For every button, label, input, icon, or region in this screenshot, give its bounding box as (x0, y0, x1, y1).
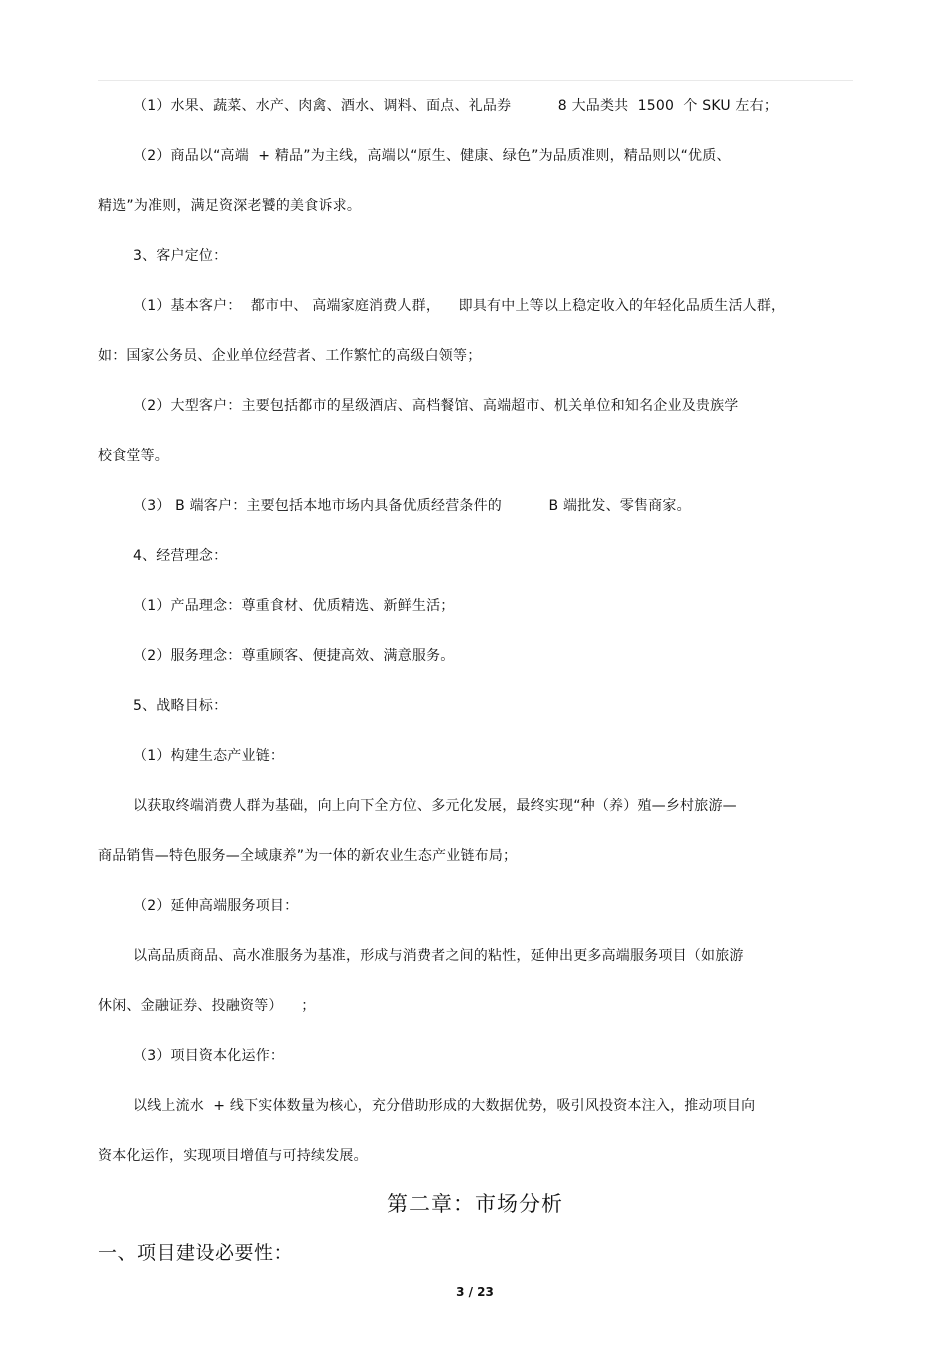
section-heading: 一、项目建设必要性： (98, 1242, 294, 1264)
body-line-22: 资本化运作，实现项目增值与可持续发展。 (98, 1148, 368, 1164)
body-line-11: （1）产品理念：尊重食材、优质精选、新鲜生活； (133, 598, 455, 614)
body-line-5: （1）基本客户： 都市中、 高端家庭消费人群， 即具有中上等以上稳定收入的年轻化品质生活人群， (133, 298, 786, 314)
body-line-21: 以线上流水 + 线下实体数量为核心，充分借助形成的大数据优势，吸引风投资本注入，推动项目向 (133, 1098, 756, 1114)
body-line-13: 5、战略目标： (133, 698, 228, 714)
body-line-16: 商品销售—特色服务—全域康养”为一体的新农业生态产业链布局； (98, 848, 518, 864)
body-line-14: （1）构建生态产业链： (133, 748, 285, 764)
body-line-20: （3）项目资本化运作： (133, 1048, 285, 1064)
body-line-6: 如：国家公务员、企业单位经营者、工作繁忙的高级白领等； (98, 348, 482, 364)
body-line-8: 校食堂等。 (98, 448, 169, 464)
body-line-15: 以获取终端消费人群为基础，向上向下全方位、多元化发展，最终实现“种（养）殖—乡村旅游— (133, 798, 737, 814)
body-line-12: （2）服务理念：尊重顾客、便捷高效、满意服务。 (133, 648, 455, 664)
body-line-18: 以高品质商品、高水准服务为基准，形成与消费者之间的粘性，延伸出更多高端服务项目（如旅游 (133, 948, 744, 964)
body-line-17: （2）延伸高端服务项目： (133, 898, 299, 914)
body-line-2: （2）商品以“高端 + 精品”为主线，高端以“原生、健康、绿色”为品质准则，精品则以“优质、 (133, 148, 731, 164)
body-line-7: （2）大型客户：主要包括都市的星级酒店、高档餐馆、高端超市、机关单位和知名企业及贵族学 (133, 398, 739, 414)
body-line-4: 3、客户定位： (133, 248, 228, 264)
body-line-10: 4、经营理念： (133, 548, 228, 564)
body-line-3: 精选”为准则，满足资深老饕的美食诉求。 (98, 198, 362, 214)
body-line-1: （1）水果、蔬菜、水产、肉禽、酒水、调料、面点、礼品券 8 大品类共 1500 个 SKU 左右； (133, 98, 779, 114)
chapter-title: 第二章：市场分析 (387, 1192, 563, 1216)
body-line-9: （3） B 端客户：主要包括本地市场内具备优质经营条件的 B 端批发、零售商家。 (133, 498, 691, 514)
page-number: 3 / 23 (456, 1285, 494, 1299)
body-line-19: 休闲、金融证券、投融资等） ； (98, 998, 316, 1014)
header-rule (98, 80, 853, 81)
